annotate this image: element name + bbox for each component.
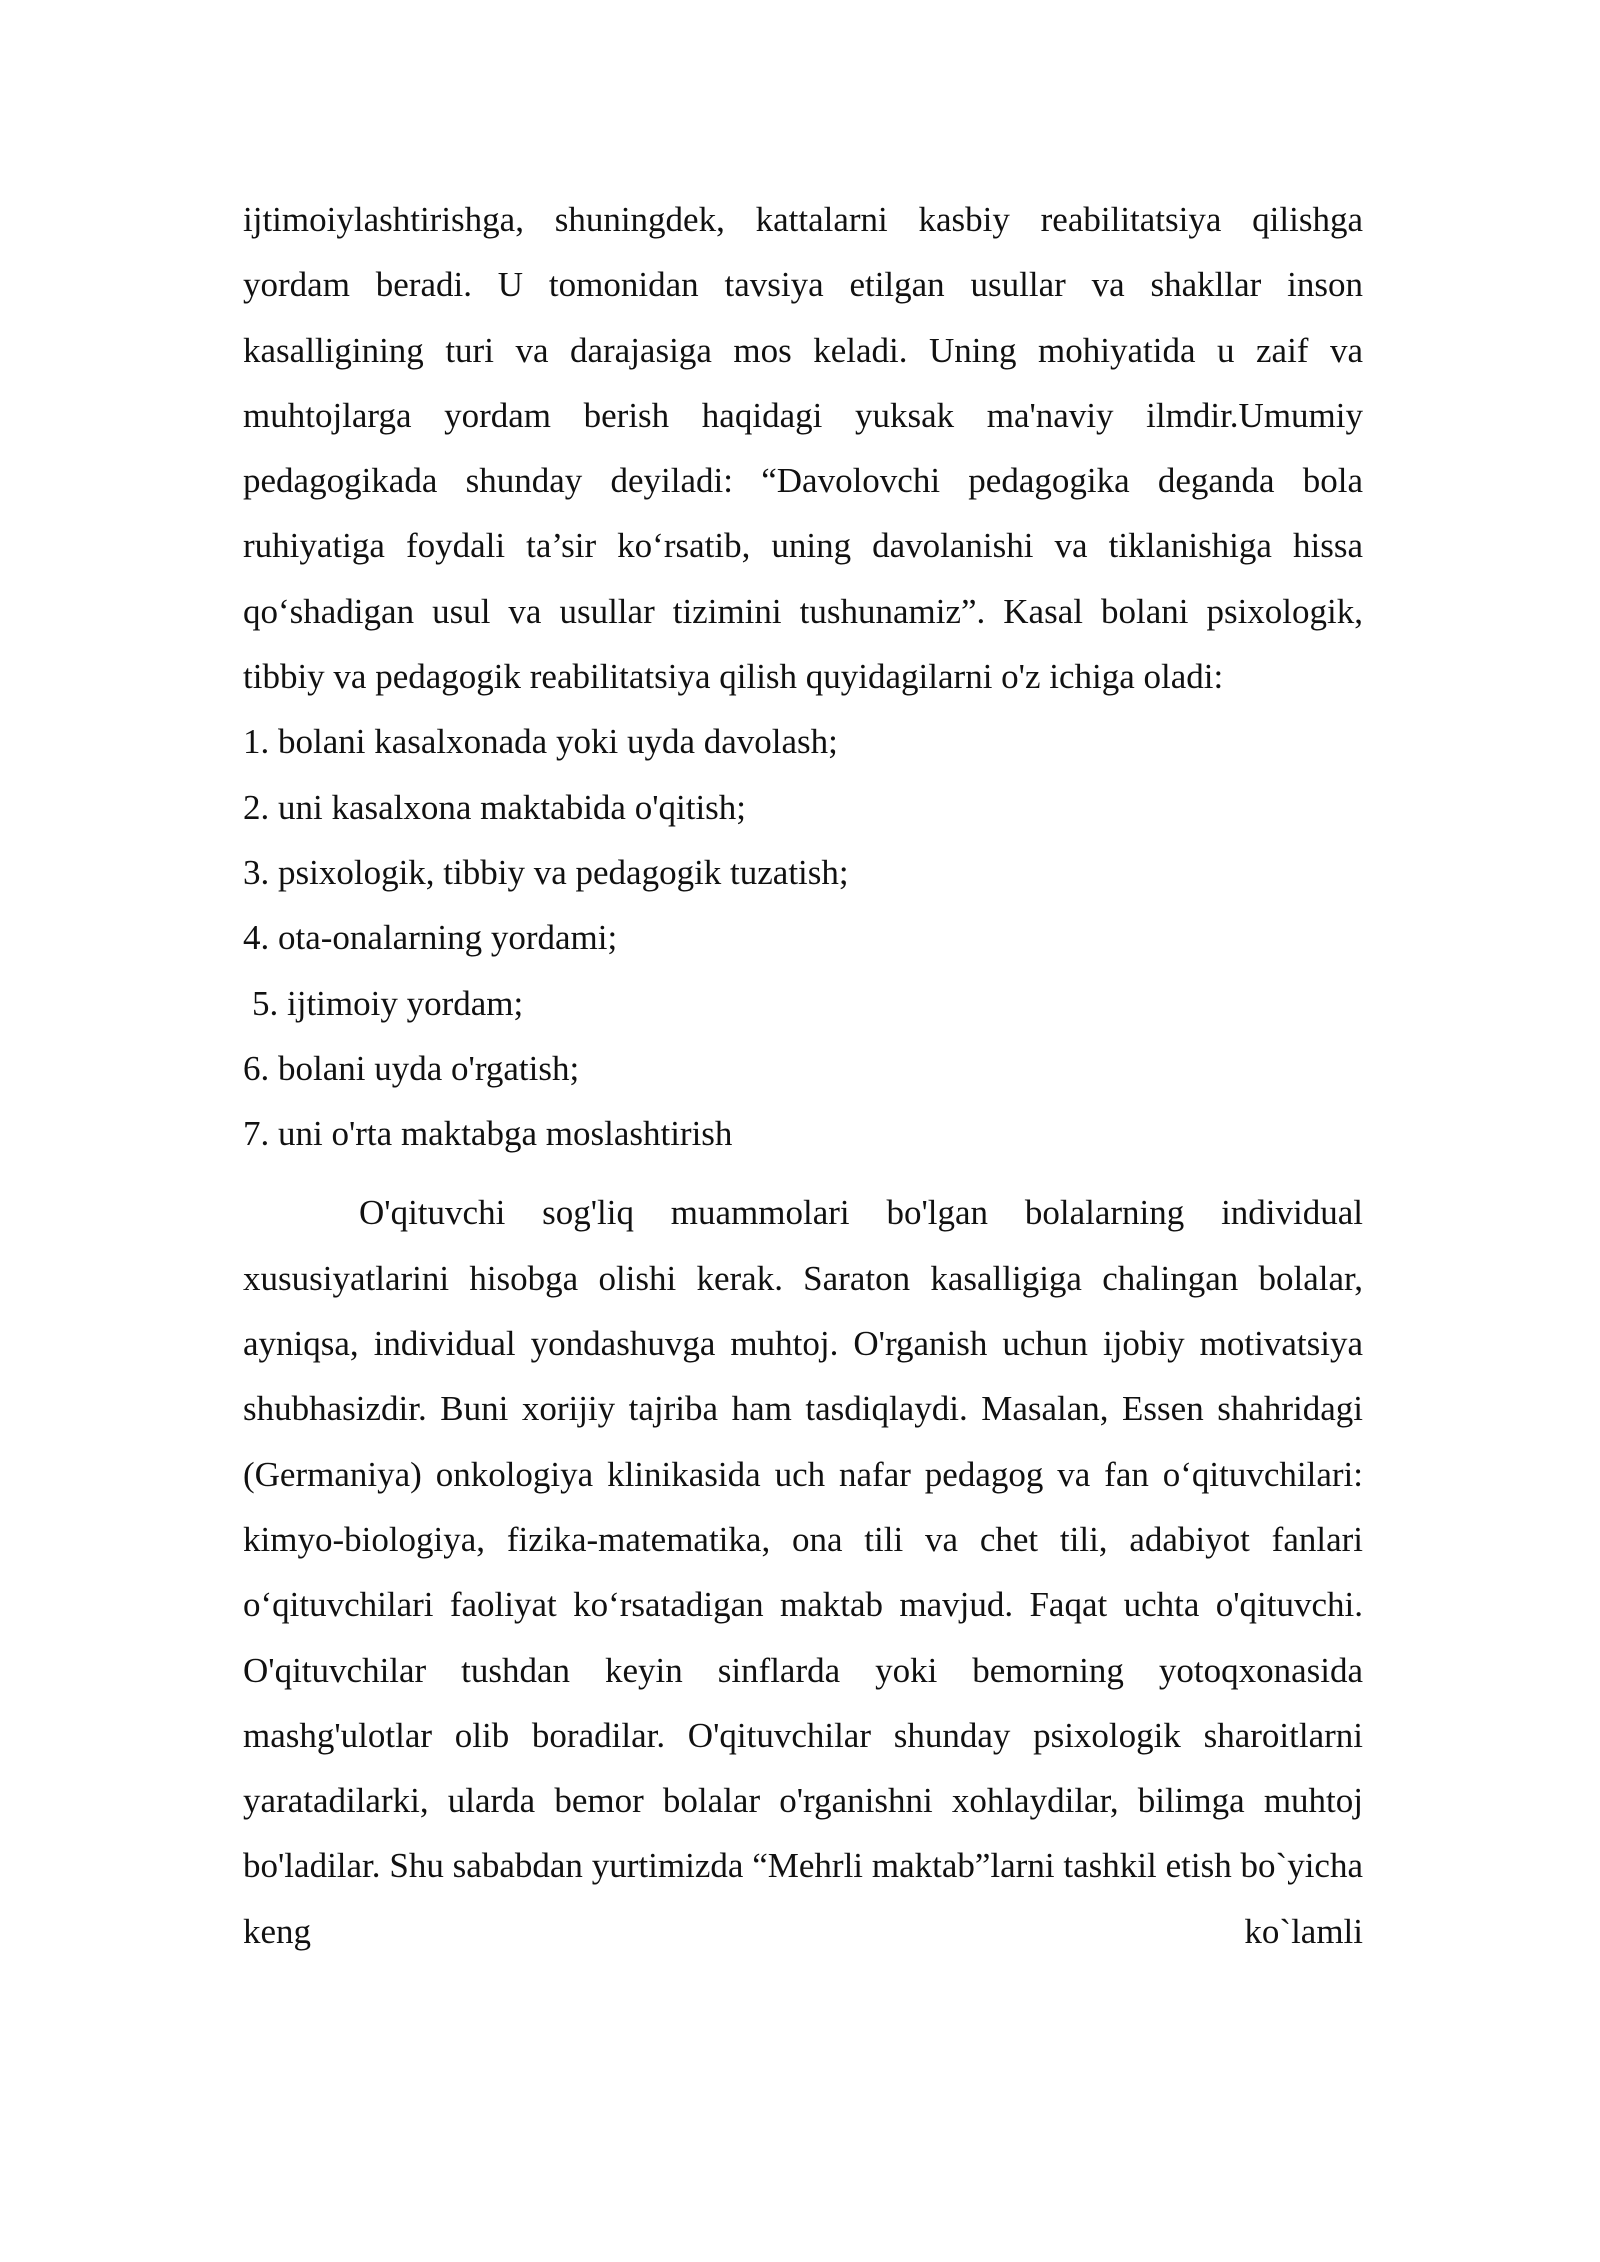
list-item: 7. uni o'rta maktabga moslashtirish <box>243 1114 733 1154</box>
document-body <box>243 187 1363 1964</box>
paragraph-intro: ijtimoiylashtirishga, shuningdek, kattalarni kasbiy reabilitatsiya qilishga yordam beradi. U tomonidan tavsiya etilgan usullar va shakllar inson kasalligining turi va darajasiga mos keladi. Uning mohiyatida u zaif va muhtojlarga yordam berish haqidagi yuksak ma'naviy ilmdir.Umumiy pedagogikada shunday deyiladi: “Davolovchi pedagogika deganda bola ruhiyatiga foydali ta’sir ko‘rsatib, uning davolanishi va tiklanishiga hissa qo‘shadigan usul va usullar tizimini tushunamiz”. Kasal bolani psixologik, tibbiy va pedagogik reabilitatsiya qilish quyidagilarni o'z ichiga oladi: <box>243 200 1363 697</box>
list-item: 3. psixologik, tibbiy va pedagogik tuzatish; <box>243 852 849 892</box>
list-item: 2. uni kasalxona maktabida o'qitish; <box>243 787 747 827</box>
list-item: 5. ijtimoiy yordam; <box>252 983 524 1023</box>
list-item: 1. bolani kasalxonada yoki uyda davolash; <box>243 722 838 762</box>
paragraph-spacer <box>243 1166 1363 1180</box>
rehabilitation-list <box>243 709 1363 1166</box>
list-item: 4. ota-onalarning yordami; <box>243 918 618 958</box>
list-item: 6. bolani uyda o'rgatish; <box>243 1048 580 1088</box>
paragraph-teachers: O'qituvchi sog'liq muammolari bo'lgan bolalarning individual xususiyatlarini hisobga olishi kerak. Saraton kasalligiga chalingan bolalar, ayniqsa, individual yondashuvga muhtoj. O'rganish uchun ijobiy motivatsiya shubhasizdir. Buni xorijiy tajriba ham tasdiqlaydi. Masalan, Essen shahridagi (Germaniya) onkologiya klinikasida uch nafar pedagog va fan o‘qituvchilari: kimyo-biologiya, fizika-matematika, ona tili va chet tili, adabiyot fanlari o‘qituvchilari faoliyat ko‘rsatadigan maktab mavjud. Faqat uchta o'qituvchi. O'qituvchilar tushdan keyin sinflarda yoki bemorning yotoqxonasida mashg'ulotlar olib boradilar. O'qituvchilar shunday psixologik sharoitlarni yaratadilarki, ularda bemor bolalar o'rganishni xohlaydilar, bilimga muhtoj bo'ladilar. Shu sababdan yurtimizda “Mehrli maktab”larni tashkil etish bo`yicha keng ko`lamli <box>243 1193 1363 1951</box>
